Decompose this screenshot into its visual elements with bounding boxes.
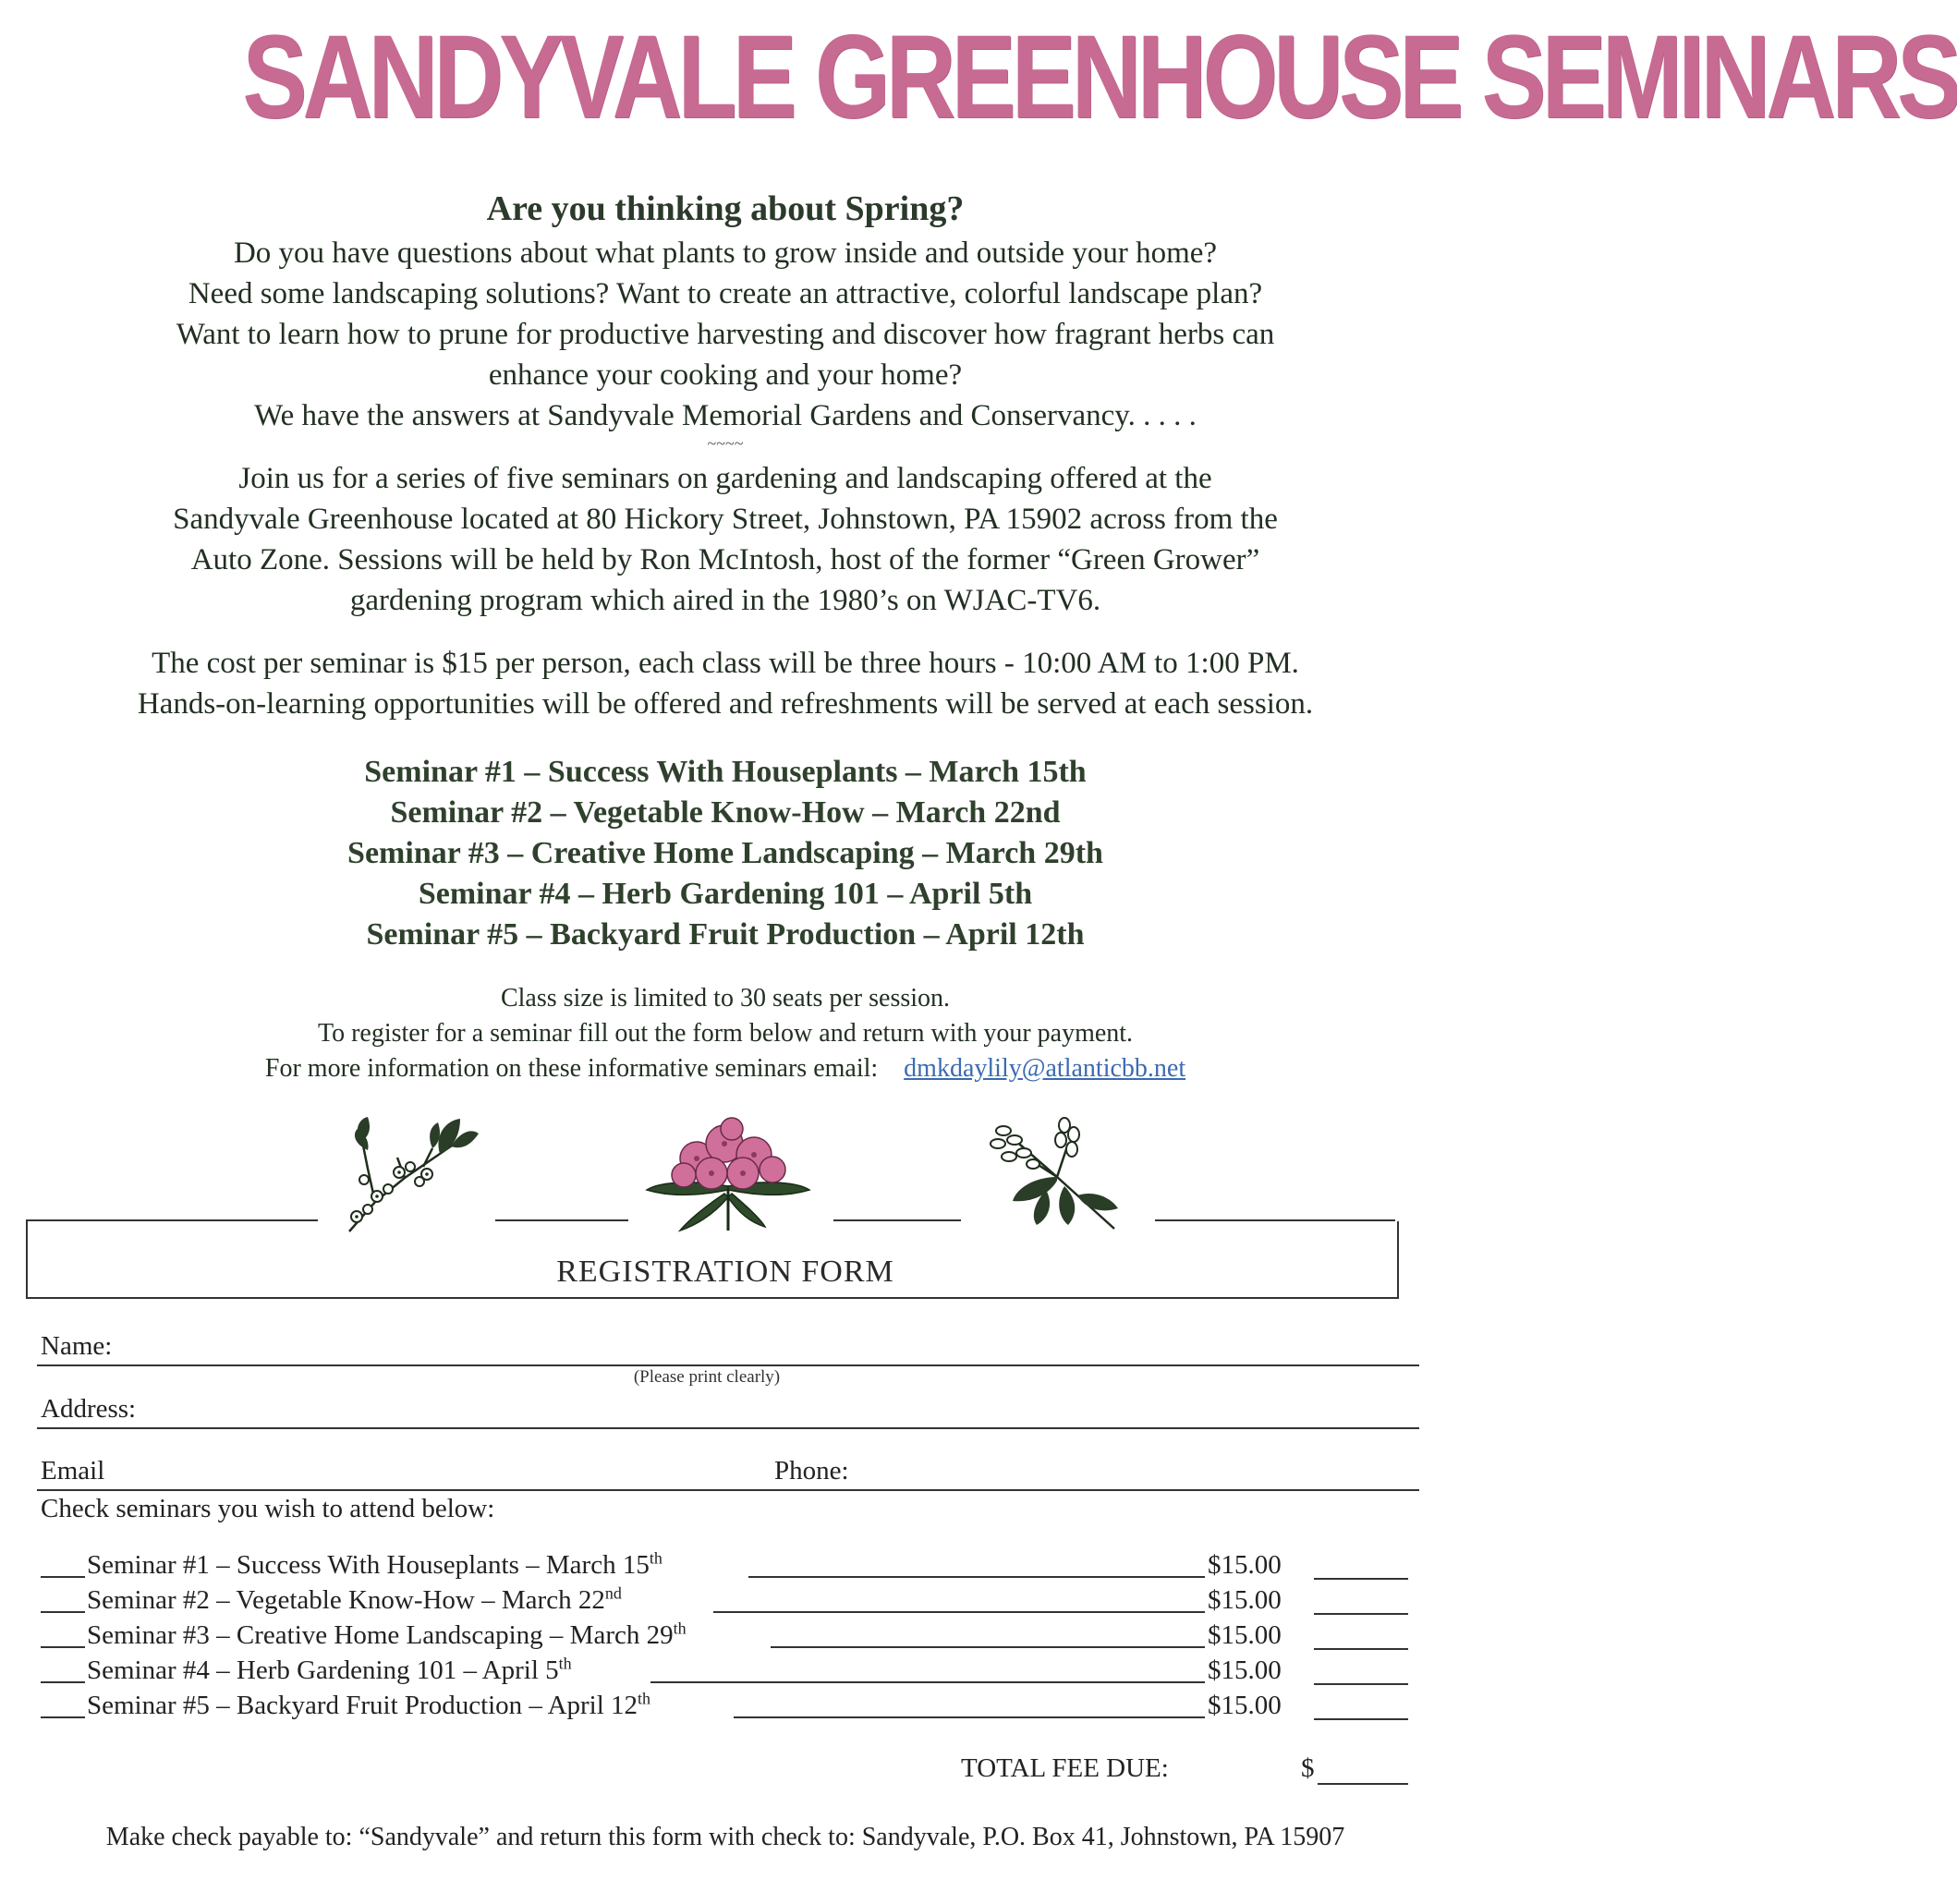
address-field[interactable] [37,1427,1419,1429]
email-phone-field[interactable] [37,1489,1419,1491]
total-currency-symbol: $ [1301,1753,1315,1783]
seminar-schedule-item: Seminar #5 – Backyard Fruit Production – April 12th [366,917,1085,952]
seminar-schedule [0,752,1451,955]
join-line: Auto Zone. Sessions will be held by Ron McIntosh, host of the former “Green Grower” [190,543,1260,576]
contact-line [0,1051,1451,1086]
seminar-row [41,1654,1408,1687]
seminar-row-label: Seminar #2 – Vegetable Know-How – March 22nd [87,1583,622,1615]
seminar-row-label: Seminar #3 – Creative Home Landscaping – March 29th [87,1619,687,1650]
join-paragraph [28,458,1423,621]
intro-line: Need some landscaping solutions? Want to create an attractive, colorful landscape plan? [188,277,1263,310]
contact-email-link[interactable]: dmkdaylily@atlanticbb.net [904,1054,1186,1083]
seminar-schedule-item: Seminar #1 – Success With Houseplants – March 15th [364,755,1087,789]
join-line: Join us for a series of five seminars on gardening and landscaping offered at the [238,462,1212,495]
payment-instructions: Make check payable to: “Sandyvale” and return this form with check to: Sandyvale, P.O. Box 41, Johnstown, PA 15907 [105,1823,1345,1851]
contact-prefix: For more information on these informative seminars email: [264,1054,879,1083]
join-line: gardening program which aired in the 1980’s on WJAC-TV6. [349,584,1101,617]
cost-line: The cost per seminar is $15 per person, each class will be three hours - 10:00 AM to 1:00 PM. [152,647,1299,680]
page-title: SANDYVALE GREENHOUSE SEMINARS [242,11,1957,143]
total-fee-blank[interactable] [1318,1783,1408,1785]
register-instruction: To register for a seminar fill out the form below and return with your payment. [317,1019,1134,1048]
seminar-check-blank[interactable] [41,1611,85,1613]
name-field[interactable] [37,1364,1419,1366]
leader-line [771,1646,1205,1648]
grain-sprig-icon [976,1116,1124,1231]
spring-headline: Are you thinking about Spring? [486,189,965,228]
seminar-row-label: Seminar #5 – Backyard Fruit Production – April 12th [87,1689,651,1720]
intro-line: Do you have questions about what plants to grow inside and outside your home? [233,236,1218,270]
class-size-note: Class size is limited to 30 seats per session. [500,984,951,1013]
seminar-row [41,1619,1408,1652]
seminar-amount-blank[interactable] [1314,1718,1408,1720]
join-line: Sandyvale Greenhouse located at 80 Hickory Street, Johnstown, PA 15902 across from the [173,503,1278,536]
tilde-divider: ~~~~ [707,434,744,453]
rhododendron-flower-icon [643,1116,813,1232]
leader-line [713,1611,1205,1613]
cost-line: Hands-on-learning opportunities will be offered and refreshments will be served at each session. [137,687,1314,721]
intro-paragraph [28,233,1423,436]
seminar-amount-blank[interactable] [1314,1578,1408,1580]
flowering-branch-icon [331,1113,480,1233]
seminar-check-blank[interactable] [41,1576,85,1578]
seminar-row [41,1689,1408,1722]
check-seminars-instruction: Check seminars you wish to attend below: [41,1494,495,1523]
address-field-label: Address: [41,1394,137,1424]
leader-line [748,1576,1205,1578]
seminar-price: $15.00 [1208,1655,1282,1685]
seminar-schedule-item: Seminar #3 – Creative Home Landscaping – March 29th [347,836,1103,870]
seminar-amount-blank[interactable] [1314,1683,1408,1685]
seminar-row-label: Seminar #4 – Herb Gardening 101 – April 5th [87,1654,572,1685]
print-clearly-note: (Please print clearly) [633,1367,781,1387]
seminar-price: $15.00 [1208,1691,1282,1720]
seminar-schedule-item: Seminar #2 – Vegetable Know-How – March 22nd [390,795,1061,830]
seminar-row [41,1548,1408,1582]
leader-line [734,1716,1205,1718]
seminar-price: $15.00 [1208,1550,1282,1580]
seminar-amount-blank[interactable] [1314,1613,1408,1615]
seminar-row-label: Seminar #1 – Success With Houseplants – March 15th [87,1548,662,1580]
leader-line [650,1681,1205,1683]
email-field-label: Email [41,1456,105,1486]
seminar-row [41,1583,1408,1617]
name-field-label: Name: [41,1331,113,1361]
intro-line: We have the answers at Sandyvale Memorial Gardens and Conservancy. . . . . [254,399,1197,432]
seminar-check-blank[interactable] [41,1716,85,1718]
registration-info [0,981,1451,1086]
intro-line: Want to learn how to prune for productive harvesting and discover how fragrant herbs can [176,318,1275,351]
phone-field-label: Phone: [774,1456,849,1486]
cost-paragraph [28,643,1423,724]
seminar-schedule-item: Seminar #4 – Herb Gardening 101 – April 5th [418,877,1033,911]
seminar-check-blank[interactable] [41,1681,85,1683]
seminar-check-blank[interactable] [41,1646,85,1648]
seminar-amount-blank[interactable] [1314,1648,1408,1650]
seminar-price: $15.00 [1208,1620,1282,1650]
registration-form-title: REGISTRATION FORM [556,1255,894,1289]
total-fee-label: TOTAL FEE DUE: [961,1753,1169,1783]
intro-line: enhance your cooking and your home? [488,358,963,392]
seminar-price: $15.00 [1208,1585,1282,1615]
